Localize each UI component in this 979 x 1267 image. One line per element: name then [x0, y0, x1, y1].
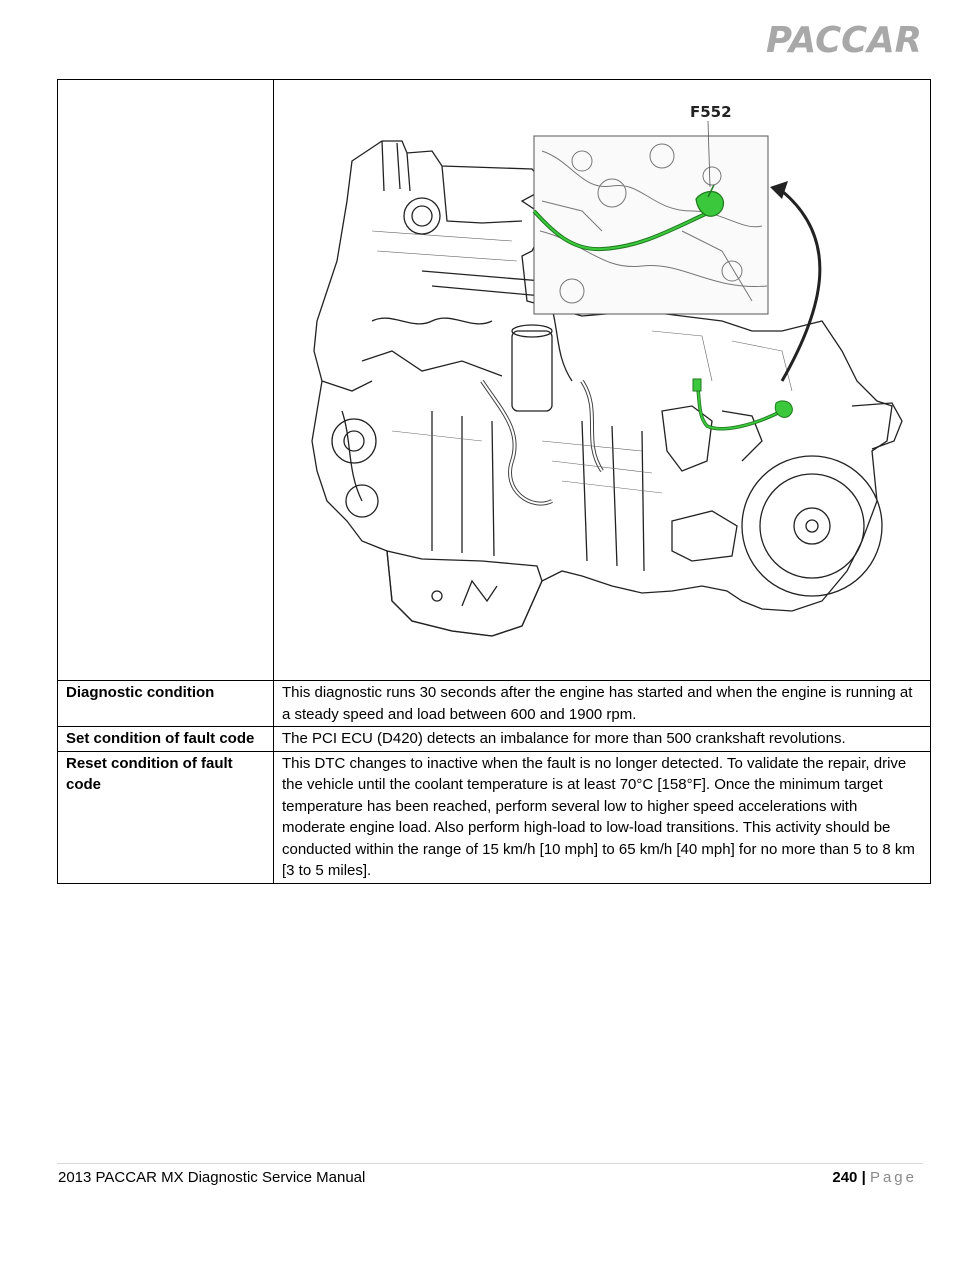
footer-divider: [57, 1163, 923, 1164]
row-label: Set condition of fault code: [58, 727, 274, 752]
callout-arrow: [782, 191, 820, 381]
footer-title: 2013 PACCAR MX Diagnostic Service Manual: [58, 1169, 366, 1186]
green-sensor-harness: [693, 379, 792, 429]
row-label: Diagnostic condition: [58, 681, 274, 727]
page-word: Page: [869, 1169, 917, 1186]
figure-label-cell: [58, 80, 274, 681]
table-row: [58, 751, 931, 883]
figure-row: [58, 80, 931, 681]
paccar-logo: [766, 18, 924, 58]
row-text: The PCI ECU (D420) detects an imbalance for more than 500 crankshaft revolutions.: [274, 727, 931, 752]
page-number: 240: [832, 1169, 858, 1186]
zoom-inset: [534, 121, 768, 314]
svg-text:PACCAR: PACCAR: [766, 20, 922, 58]
page-separator: |: [861, 1169, 866, 1186]
diagnostic-table: [57, 79, 931, 884]
table-row: [58, 681, 931, 727]
callout-label: F552: [690, 103, 732, 121]
row-text: This diagnostic runs 30 seconds after the engine has started and when the engine is running at a steady speed and load between 600 and 1900 rpm.: [274, 681, 931, 727]
engine-diagram: [282, 81, 922, 679]
table-row: [58, 727, 931, 752]
engine-figure-cell: [274, 80, 931, 681]
row-label: Reset condition of fault code: [58, 751, 274, 883]
row-text: This DTC changes to inactive when the fault is no longer detected. To validate the repair, drive the vehicle until the coolant temperature is at least 70°C [158°F]. Once the minimum target temperature has been reached, perform several low to higher speed accelerations with moderate engine load. Also perform high-load to low-load transitions. This activity should be conducted within the range of 15 km/h [10 mph] to 65 km/h [40 mph] for no more than 5 to 8 km [3 to 5 miles].: [274, 751, 931, 883]
footer-page: [832, 1169, 917, 1186]
